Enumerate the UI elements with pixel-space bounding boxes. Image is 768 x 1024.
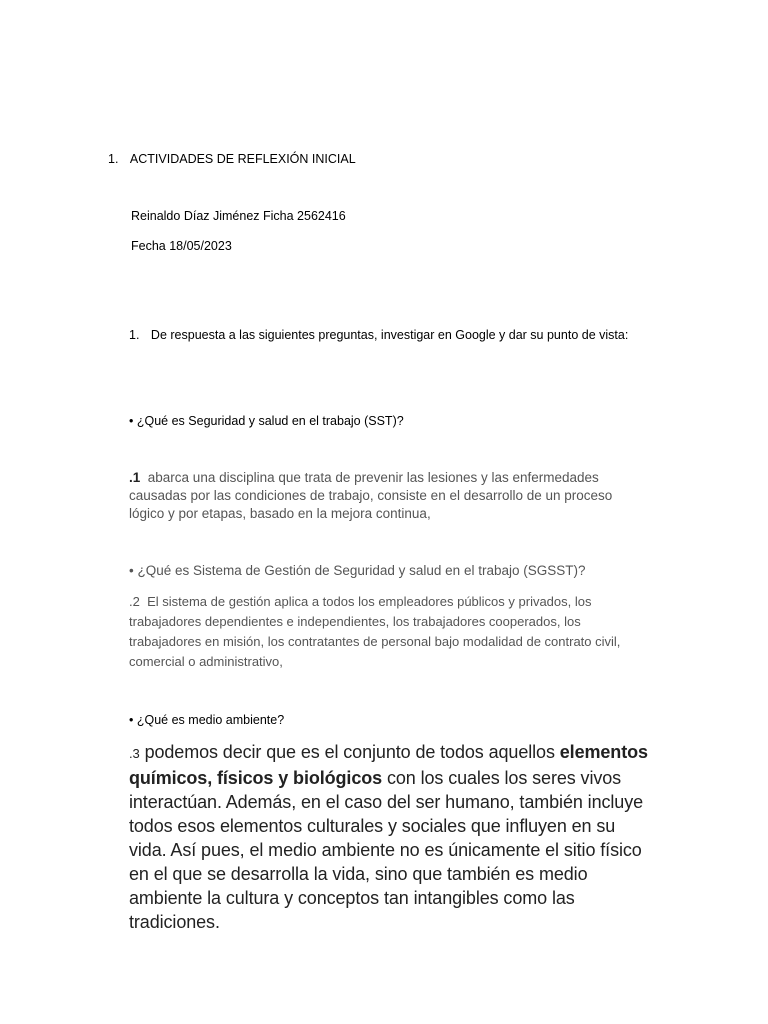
answer-line: ambiente la cultura y conceptos tan intangibles como las xyxy=(129,888,575,908)
answer-prefix: .3 xyxy=(129,746,140,761)
answer-line: en el que se desarrolla la vida, sino que también es medio xyxy=(129,864,588,884)
bullet: • xyxy=(129,713,134,727)
instruction-text: De respuesta a las siguientes preguntas, investigar en Google y dar su punto de vista: xyxy=(150,328,629,342)
answer-prefix: .1 xyxy=(129,470,141,485)
answer-text: podemos decir que es el conjunto de todos aquellos xyxy=(144,742,555,762)
answer-text: con los cuales los seres vivos xyxy=(386,768,622,788)
heading-number: 1. xyxy=(108,152,119,166)
answer-emphasis: elementos xyxy=(559,742,648,762)
date-line: Fecha 18/05/2023 xyxy=(131,239,232,253)
author-line: Reinaldo Díaz Jiménez Ficha 2562416 xyxy=(131,209,346,223)
heading-text: ACTIVIDADES DE REFLEXIÓN INICIAL xyxy=(129,152,356,166)
question-sgsst xyxy=(129,563,586,578)
answer-line: interactúan. Además, en el caso del ser humano, también incluye xyxy=(129,792,644,812)
answer-line: lógico y por etapas, basado en la mejora continua, xyxy=(129,506,431,521)
question-text: ¿Qué es Seguridad y salud en el trabajo (SST)? xyxy=(136,414,404,428)
answer-sgsst xyxy=(129,592,620,672)
answer-line: causadas por las condiciones de trabajo, consiste en el desarrollo de un proceso xyxy=(129,488,613,503)
answer-line: El sistema de gestión aplica a todos los empleadores públicos y privados, los xyxy=(147,594,592,609)
question-text: ¿Qué es medio ambiente? xyxy=(136,713,285,727)
question-text: ¿Qué es Sistema de Gestión de Seguridad y salud en el trabajo (SGSST)? xyxy=(137,563,586,578)
answer-sst xyxy=(129,469,612,523)
answer-line: trabajadores dependientes e independientes, los trabajadores cooperados, los xyxy=(129,614,581,629)
answer-line: abarca una disciplina que trata de prevenir las lesiones y las enfermedades xyxy=(147,470,599,485)
question-sst xyxy=(129,414,404,428)
bullet: • xyxy=(129,563,134,578)
answer-line: vida. Así pues, el medio ambiente no es únicamente el sitio físico xyxy=(129,840,642,860)
section-heading xyxy=(108,152,356,166)
instruction xyxy=(129,328,628,342)
answer-prefix: .2 xyxy=(129,594,140,609)
question-medio-ambiente xyxy=(129,713,284,727)
answer-emphasis: químicos, físicos y biológicos xyxy=(129,768,383,788)
bullet: • xyxy=(129,414,134,428)
instruction-number: 1. xyxy=(129,328,140,342)
answer-line: tradiciones. xyxy=(129,912,220,932)
answer-line: todos esos elementos culturales y sociales que influyen en su xyxy=(129,816,616,836)
answer-medio-ambiente xyxy=(129,740,648,934)
answer-line: comercial o administrativo, xyxy=(129,654,283,669)
answer-line: trabajadores en misión, los contratantes de personal bajo modalidad de contrato civil, xyxy=(129,634,621,649)
